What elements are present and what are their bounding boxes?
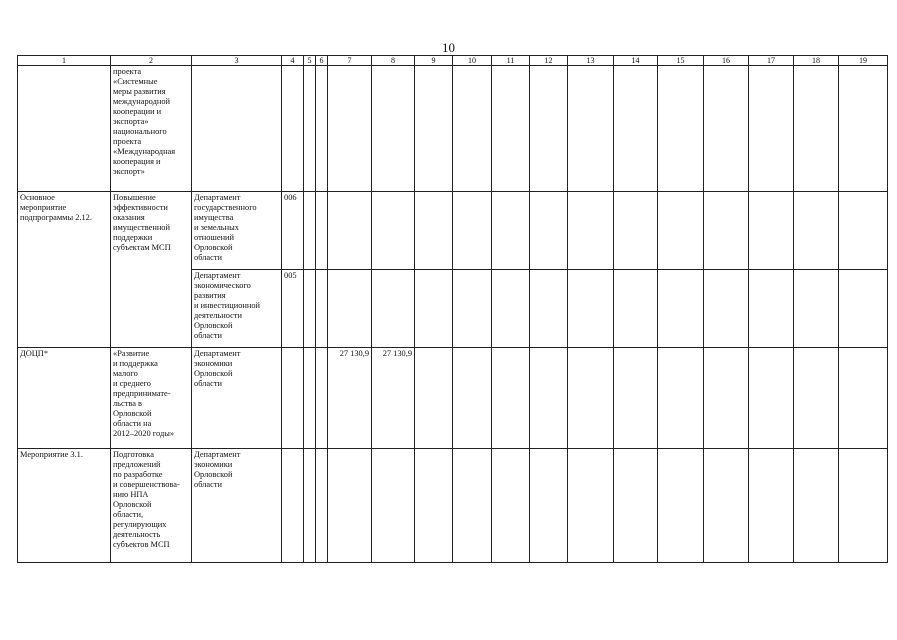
cell-col2: «Развитие и поддержка малого и среднего предпринимате- льства в Орловской области на 2012–2020 годы» [111, 348, 192, 449]
cell-col4: 005 [282, 270, 304, 348]
cell-col7 [328, 66, 372, 192]
cell-empty [530, 449, 568, 563]
cell-col8 [372, 66, 415, 192]
cell-empty [568, 348, 614, 449]
column-header: 1 [18, 56, 111, 66]
cell-empty [614, 192, 658, 270]
cell-col5 [304, 192, 316, 270]
cell-empty [568, 66, 614, 192]
column-header: 9 [415, 56, 453, 66]
cell-empty [453, 66, 492, 192]
cell-empty [530, 348, 568, 449]
cell-empty [704, 270, 749, 348]
cell-col3 [192, 66, 282, 192]
header-row [18, 56, 888, 66]
cell-empty [658, 270, 704, 348]
column-header: 13 [568, 56, 614, 66]
cell-empty [614, 66, 658, 192]
cell-col5 [304, 270, 316, 348]
cell-empty [839, 270, 888, 348]
cell-empty [614, 449, 658, 563]
column-header: 5 [304, 56, 316, 66]
cell-empty [794, 192, 839, 270]
column-header: 14 [614, 56, 658, 66]
cell-empty [839, 192, 888, 270]
cell-col4 [282, 66, 304, 192]
cell-empty [749, 348, 794, 449]
cell-empty [794, 66, 839, 192]
cell-empty [415, 449, 453, 563]
cell-col7: 27 130,9 [328, 348, 372, 449]
column-header: 12 [530, 56, 568, 66]
column-header: 8 [372, 56, 415, 66]
column-header: 17 [749, 56, 794, 66]
cell-empty [749, 270, 794, 348]
cell-col2: Подготовка предложений по разработке и совершенствова- нию НПА Орловской области, регулирующих деятельность субъектов МСП [111, 449, 192, 563]
cell-empty [658, 66, 704, 192]
cell-empty [530, 66, 568, 192]
cell-col7 [328, 192, 372, 270]
cell-col8 [372, 192, 415, 270]
cell-col1: Основное мероприятие подпрограммы 2.12. [18, 192, 111, 348]
cell-empty [415, 348, 453, 449]
cell-empty [839, 348, 888, 449]
cell-empty [453, 449, 492, 563]
column-header: 11 [492, 56, 530, 66]
cell-empty [794, 449, 839, 563]
cell-col6 [316, 66, 328, 192]
cell-col5 [304, 66, 316, 192]
cell-empty [749, 449, 794, 563]
cell-col6 [316, 192, 328, 270]
cell-col8 [372, 449, 415, 563]
cell-col5 [304, 449, 316, 563]
cell-empty [658, 192, 704, 270]
column-header: 19 [839, 56, 888, 66]
cell-empty [492, 192, 530, 270]
cell-empty [415, 270, 453, 348]
page-number: 10 [442, 40, 455, 55]
cell-empty [415, 192, 453, 270]
column-header: 7 [328, 56, 372, 66]
cell-col8: 27 130,9 [372, 348, 415, 449]
cell-col3: Департамент государственного имущества и земельных отношений Орловской области [192, 192, 282, 270]
cell-empty [415, 66, 453, 192]
cell-empty [704, 348, 749, 449]
cell-empty [453, 270, 492, 348]
budget-table [17, 55, 888, 563]
cell-col6 [316, 348, 328, 449]
cell-empty [749, 192, 794, 270]
cell-empty [839, 449, 888, 563]
column-header: 10 [453, 56, 492, 66]
cell-col7 [328, 270, 372, 348]
table-row [18, 192, 888, 270]
cell-empty [658, 449, 704, 563]
table-row [18, 348, 888, 449]
cell-empty [492, 270, 530, 348]
cell-empty [492, 348, 530, 449]
cell-col4: 006 [282, 192, 304, 270]
cell-col1 [18, 66, 111, 192]
cell-col8 [372, 270, 415, 348]
cell-empty [530, 270, 568, 348]
cell-col6 [316, 449, 328, 563]
cell-col7 [328, 449, 372, 563]
cell-col1: ДОЦП* [18, 348, 111, 449]
table-row [18, 66, 888, 192]
column-header: 15 [658, 56, 704, 66]
cell-col1: Мероприятие 3.1. [18, 449, 111, 563]
cell-empty [568, 449, 614, 563]
cell-col6 [316, 270, 328, 348]
cell-col4 [282, 348, 304, 449]
cell-empty [794, 348, 839, 449]
column-header: 3 [192, 56, 282, 66]
cell-empty [794, 270, 839, 348]
cell-empty [658, 348, 704, 449]
cell-col5 [304, 348, 316, 449]
cell-empty [453, 348, 492, 449]
column-header: 4 [282, 56, 304, 66]
cell-empty [568, 270, 614, 348]
cell-empty [839, 66, 888, 192]
cell-col3: Департамент экономического развития и инвестиционной деятельности Орловской области [192, 270, 282, 348]
cell-col4 [282, 449, 304, 563]
cell-empty [614, 270, 658, 348]
cell-col3: Департамент экономики Орловской области [192, 449, 282, 563]
cell-empty [453, 192, 492, 270]
cell-empty [492, 66, 530, 192]
column-header: 18 [794, 56, 839, 66]
cell-empty [749, 66, 794, 192]
cell-empty [704, 449, 749, 563]
cell-col3: Департамент экономики Орловской области [192, 348, 282, 449]
cell-empty [568, 192, 614, 270]
cell-empty [704, 66, 749, 192]
cell-empty [530, 192, 568, 270]
table-row [18, 449, 888, 563]
cell-col2: проекта «Системные меры развития международной кооперации и экспорта» национального проекта «Международная кооперация и экспорт» [111, 66, 192, 192]
cell-empty [704, 192, 749, 270]
cell-empty [614, 348, 658, 449]
column-header: 16 [704, 56, 749, 66]
column-header: 6 [316, 56, 328, 66]
cell-col2: Повышение эффективности оказания имущественной поддержки субъектам МСП [111, 192, 192, 348]
cell-empty [492, 449, 530, 563]
column-header: 2 [111, 56, 192, 66]
